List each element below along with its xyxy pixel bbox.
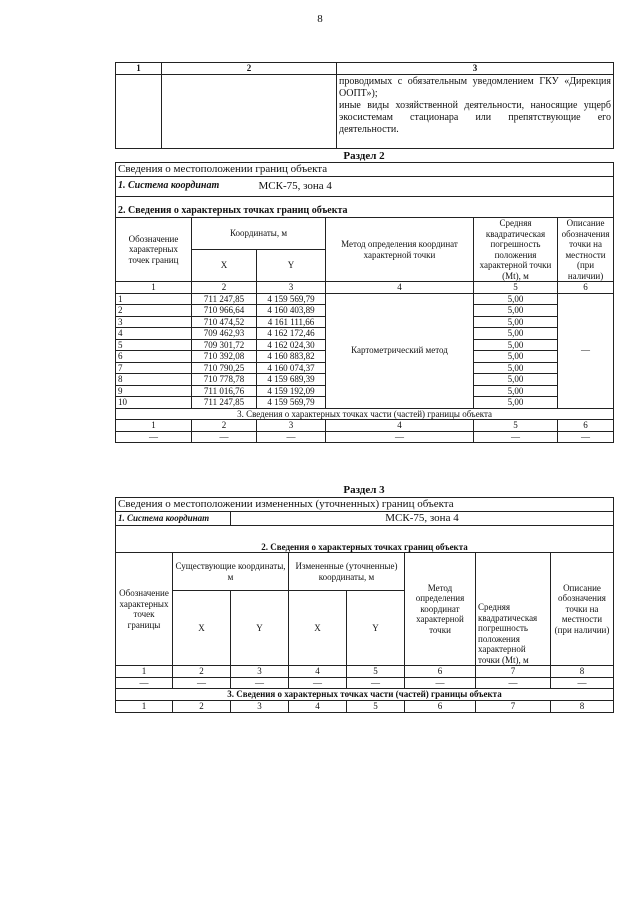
head-accuracy: Средняя квадратическая погрешность положения характерной точки (Mt), м — [474, 218, 558, 282]
head-x: X — [173, 591, 231, 666]
empty-dash: — — [551, 677, 614, 689]
empty-dash: — — [474, 431, 558, 443]
col-number: 6 — [558, 282, 614, 294]
empty-dash: — — [116, 431, 192, 443]
section-3-title: Раздел 3 — [343, 484, 385, 496]
col-header: 2 — [162, 63, 337, 75]
coord-y: 4 159 569,79 — [257, 397, 326, 409]
coord-y: 4 160 403,89 — [257, 305, 326, 317]
point-number: 5 — [116, 339, 192, 351]
empty-dash: — — [558, 431, 614, 443]
head-existing: Существующие координаты, м — [173, 553, 289, 591]
col-number: 8 — [551, 701, 614, 713]
empty-dash: — — [347, 677, 405, 689]
empty-dash: — — [192, 431, 257, 443]
point-number: 7 — [116, 362, 192, 374]
point-number: 2 — [116, 305, 192, 317]
location-info-title: Сведения о местоположении измененных (уточненных) границ объекта — [116, 498, 614, 512]
coord-system-value: МСК-75, зона 4 — [257, 177, 614, 197]
accuracy: 5,00 — [474, 316, 558, 328]
accuracy: 5,00 — [474, 362, 558, 374]
col-number: 4 — [289, 666, 347, 678]
coord-x: 710 778,78 — [192, 374, 257, 386]
coord-y: 4 159 192,09 — [257, 385, 326, 397]
empty-dash: — — [173, 677, 231, 689]
parts-title: 3. Сведения о характерных точках части (частей) границы объекта — [116, 408, 614, 420]
col-number: 5 — [474, 420, 558, 432]
coord-x: 711 016,76 — [192, 385, 257, 397]
head-point: Обозначение характерных точек границы — [116, 553, 173, 666]
coord-y: 4 161 111,66 — [257, 316, 326, 328]
col-number: 3 — [257, 282, 326, 294]
head-method: Метод определения координат характерной точки — [405, 553, 476, 666]
head-y: Y — [257, 250, 326, 282]
col-number: 3 — [231, 701, 289, 713]
coord-x: 711 247,85 — [192, 397, 257, 409]
col-number: 2 — [173, 701, 231, 713]
point-number: 10 — [116, 397, 192, 409]
col-number: 5 — [474, 282, 558, 294]
col-number: 4 — [326, 282, 474, 294]
empty-dash: — — [326, 431, 474, 443]
coord-x: 710 392,08 — [192, 351, 257, 363]
coord-system-label: 1. Система координат — [116, 512, 231, 526]
empty-dash: — — [257, 431, 326, 443]
coord-y: 4 159 569,79 — [257, 293, 326, 305]
coord-x: 709 301,72 — [192, 339, 257, 351]
col-header: 3 — [337, 63, 614, 75]
col-number: 3 — [231, 666, 289, 678]
col-number: 5 — [347, 701, 405, 713]
col-number: 2 — [192, 420, 257, 432]
col-number: 2 — [192, 282, 257, 294]
accuracy: 5,00 — [474, 385, 558, 397]
col-number: 1 — [116, 420, 192, 432]
empty-dash: — — [289, 677, 347, 689]
col-number: 1 — [116, 666, 173, 678]
col-number: 7 — [476, 666, 551, 678]
parts-title: 3. Сведения о характерных точках части (частей) границы объекта — [116, 689, 614, 701]
coord-system-value: МСК-75, зона 4 — [231, 512, 614, 526]
head-coords: Координаты, м — [192, 218, 326, 250]
head-point: Обозначение характерных точек границ — [116, 218, 192, 282]
point-number: 1 — [116, 293, 192, 305]
col-number: 4 — [326, 420, 474, 432]
head-desc: Описание обозначения точки на местности (при наличии) — [551, 553, 614, 666]
accuracy: 5,00 — [474, 293, 558, 305]
head-desc: Описание обозначения точки на местности (при наличии) — [558, 218, 614, 282]
col-number: 6 — [558, 420, 614, 432]
head-x: X — [192, 250, 257, 282]
accuracy: 5,00 — [474, 397, 558, 409]
col-header: 1 — [116, 63, 162, 75]
col-number: 1 — [116, 701, 173, 713]
point-number: 8 — [116, 374, 192, 386]
col-number: 2 — [173, 666, 231, 678]
point-number: 6 — [116, 351, 192, 363]
coord-y: 4 162 024,30 — [257, 339, 326, 351]
empty-dash: — — [231, 677, 289, 689]
text-line: проводимых с обязательным уведомлением ГКУ «Дирекция ООПТ»); — [339, 75, 611, 99]
empty-dash: — — [405, 677, 476, 689]
head-x: X — [289, 591, 347, 666]
coord-x: 711 247,85 — [192, 293, 257, 305]
col-number: 6 — [405, 666, 476, 678]
points-title: 2. Сведения о характерных точках границ объекта — [116, 542, 614, 553]
coord-y: 4 160 883,82 — [257, 351, 326, 363]
col-number: 1 — [116, 282, 192, 294]
location-info-title: Сведения о местоположении границ объекта — [116, 163, 614, 177]
points-title: 2. Сведения о характерных точках границ объекта — [116, 205, 614, 218]
coord-x: 710 966,64 — [192, 305, 257, 317]
section-2-title: Раздел 2 — [343, 150, 385, 162]
coord-y: 4 159 689,39 — [257, 374, 326, 386]
head-y: Y — [231, 591, 289, 666]
col-number: 5 — [347, 666, 405, 678]
continuation-table — [115, 62, 614, 149]
coord-system-label: 1. Система координат — [116, 177, 257, 197]
coord-y: 4 162 172,46 — [257, 328, 326, 340]
text-line: иные виды хозяйственной деятельности, наносящие ущерб экосистемам стационара или препятствующие его деятельности. — [339, 99, 611, 135]
point-number: 3 — [116, 316, 192, 328]
col-number: 8 — [551, 666, 614, 678]
col-number: 7 — [476, 701, 551, 713]
section-3-table — [115, 497, 614, 713]
point-number: 4 — [116, 328, 192, 340]
head-changed: Измененные (уточненные) координаты, м — [289, 553, 405, 591]
table-row — [116, 293, 614, 305]
col-number: 3 — [257, 420, 326, 432]
page-number: 8 — [317, 13, 323, 25]
head-method: Метод определения координат характерной точки — [326, 218, 474, 282]
col-number: 4 — [289, 701, 347, 713]
empty-dash: — — [116, 677, 173, 689]
coord-x: 710 474,52 — [192, 316, 257, 328]
desc-cell: — — [558, 293, 614, 408]
coord-x: 709 462,93 — [192, 328, 257, 340]
accuracy: 5,00 — [474, 339, 558, 351]
col-number: 6 — [405, 701, 476, 713]
accuracy: 5,00 — [474, 351, 558, 363]
point-number: 9 — [116, 385, 192, 397]
head-y: Y — [347, 591, 405, 666]
method-cell: Картометрический метод — [326, 293, 474, 408]
accuracy: 5,00 — [474, 305, 558, 317]
head-accuracy: Средняя квадратическая погрешность положения характерной точки (Mt), м — [476, 553, 551, 666]
empty-dash: — — [476, 677, 551, 689]
coord-x: 710 790,25 — [192, 362, 257, 374]
accuracy: 5,00 — [474, 328, 558, 340]
coord-y: 4 160 074,37 — [257, 362, 326, 374]
accuracy: 5,00 — [474, 374, 558, 386]
section-2-table — [115, 162, 614, 443]
